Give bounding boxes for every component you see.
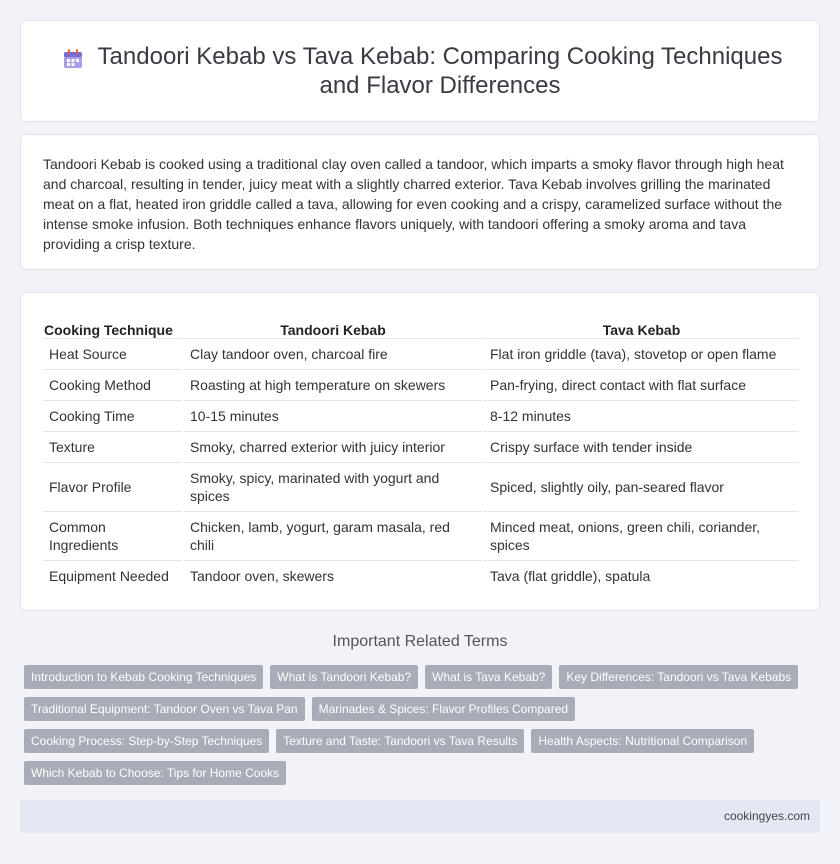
- related-term-link[interactable]: Marinades & Spices: Flavor Profiles Compared: [312, 697, 575, 721]
- tandoori-cell: Smoky, charred exterior with juicy interior: [183, 431, 483, 462]
- table-row: [43, 431, 799, 462]
- row-label: Cooking Time: [43, 400, 183, 431]
- intro-card: [20, 134, 820, 270]
- table-header-row: [43, 314, 799, 338]
- related-term-link[interactable]: What is Tandoori Kebab?: [270, 665, 418, 689]
- tandoori-cell: 10-15 minutes: [183, 400, 483, 431]
- comparison-table: [43, 314, 799, 591]
- table-row: [43, 400, 799, 431]
- table-row: [43, 338, 799, 369]
- tag-row: [24, 761, 824, 785]
- comparison-table-card: [20, 292, 820, 611]
- row-label: Texture: [43, 431, 183, 462]
- tava-cell: Crispy surface with tender inside: [483, 431, 799, 462]
- tava-cell: Spiced, slightly oily, pan-seared flavor: [483, 462, 799, 511]
- tava-cell: Flat iron griddle (tava), stovetop or open flame: [483, 338, 799, 369]
- title-card: [20, 20, 820, 122]
- tava-cell: Pan-frying, direct contact with flat surface: [483, 369, 799, 400]
- tag-row: [24, 729, 824, 753]
- page-title: Tandoori Kebab vs Tava Kebab: Comparing Cooking Techniques and Flavor Differences: [97, 43, 783, 99]
- table-row: [43, 560, 799, 591]
- table-row: [43, 462, 799, 511]
- related-terms-heading: Important Related Terms: [332, 633, 508, 650]
- table-row: [43, 369, 799, 400]
- related-term-link[interactable]: Texture and Taste: Tandoori vs Tava Results: [276, 729, 524, 753]
- header-tava-kebab: Tava Kebab: [483, 314, 799, 338]
- related-terms-tags: [24, 665, 824, 793]
- related-term-link[interactable]: Traditional Equipment: Tandoor Oven vs Tava Pan: [24, 697, 305, 721]
- tava-cell: Minced meat, onions, green chili, coriander, spices: [483, 511, 799, 560]
- header-tandoori-kebab: Tandoori Kebab: [183, 314, 483, 338]
- tandoori-cell: Roasting at high temperature on skewers: [183, 369, 483, 400]
- row-label: Flavor Profile: [43, 462, 183, 511]
- table-row: [43, 511, 799, 560]
- row-label: Equipment Needed: [49, 567, 169, 584]
- tava-cell: 8-12 minutes: [483, 400, 799, 431]
- footer: [20, 800, 820, 833]
- tag-row: [24, 665, 824, 689]
- related-term-link[interactable]: What is Tava Kebab?: [425, 665, 552, 689]
- intro-paragraph: Tandoori Kebab is cooked using a traditional clay oven called a tandoor, which imparts a smoky flavor through high heat and charcoal, resulting in tender, juicy meat with a slightly charred exterior. Tava Kebab involves grilling the marinated meat on a flat, heated iron griddle called a tava, allowing for even cooking and a crispy, caramelized surface without the intense smoke infusion. Both techniques enhance flavors uniquely, with tandoori offering a smoky aroma and tava providing a crisp texture.: [43, 156, 784, 252]
- row-label: Common Ingredients: [43, 511, 183, 560]
- related-term-link[interactable]: Which Kebab to Choose: Tips for Home Cooks: [24, 761, 286, 785]
- related-term-link[interactable]: Introduction to Kebab Cooking Techniques: [24, 665, 263, 689]
- footer-site-link[interactable]: cookingyes.com: [723, 809, 810, 823]
- related-term-link[interactable]: Health Aspects: Nutritional Comparison: [531, 729, 754, 753]
- tandoori-cell: Chicken, lamb, yogurt, garam masala, red chili: [183, 511, 483, 560]
- related-term-link[interactable]: Key Differences: Tandoori vs Tava Kebabs: [559, 665, 798, 689]
- header-cooking-technique: Cooking Technique: [43, 314, 183, 338]
- related-term-link[interactable]: Cooking Process: Step-by-Step Techniques: [24, 729, 269, 753]
- tandoori-cell: Smoky, spicy, marinated with yogurt and spices: [183, 462, 483, 511]
- tandoori-cell: Tandoor oven, skewers: [183, 560, 483, 591]
- row-label: Heat Source: [43, 338, 183, 369]
- tava-cell: Tava (flat griddle), spatula: [483, 560, 799, 591]
- tandoori-cell: Clay tandoor oven, charcoal fire: [183, 338, 483, 369]
- row-label: Cooking Method: [43, 369, 183, 400]
- tag-row: [24, 697, 824, 721]
